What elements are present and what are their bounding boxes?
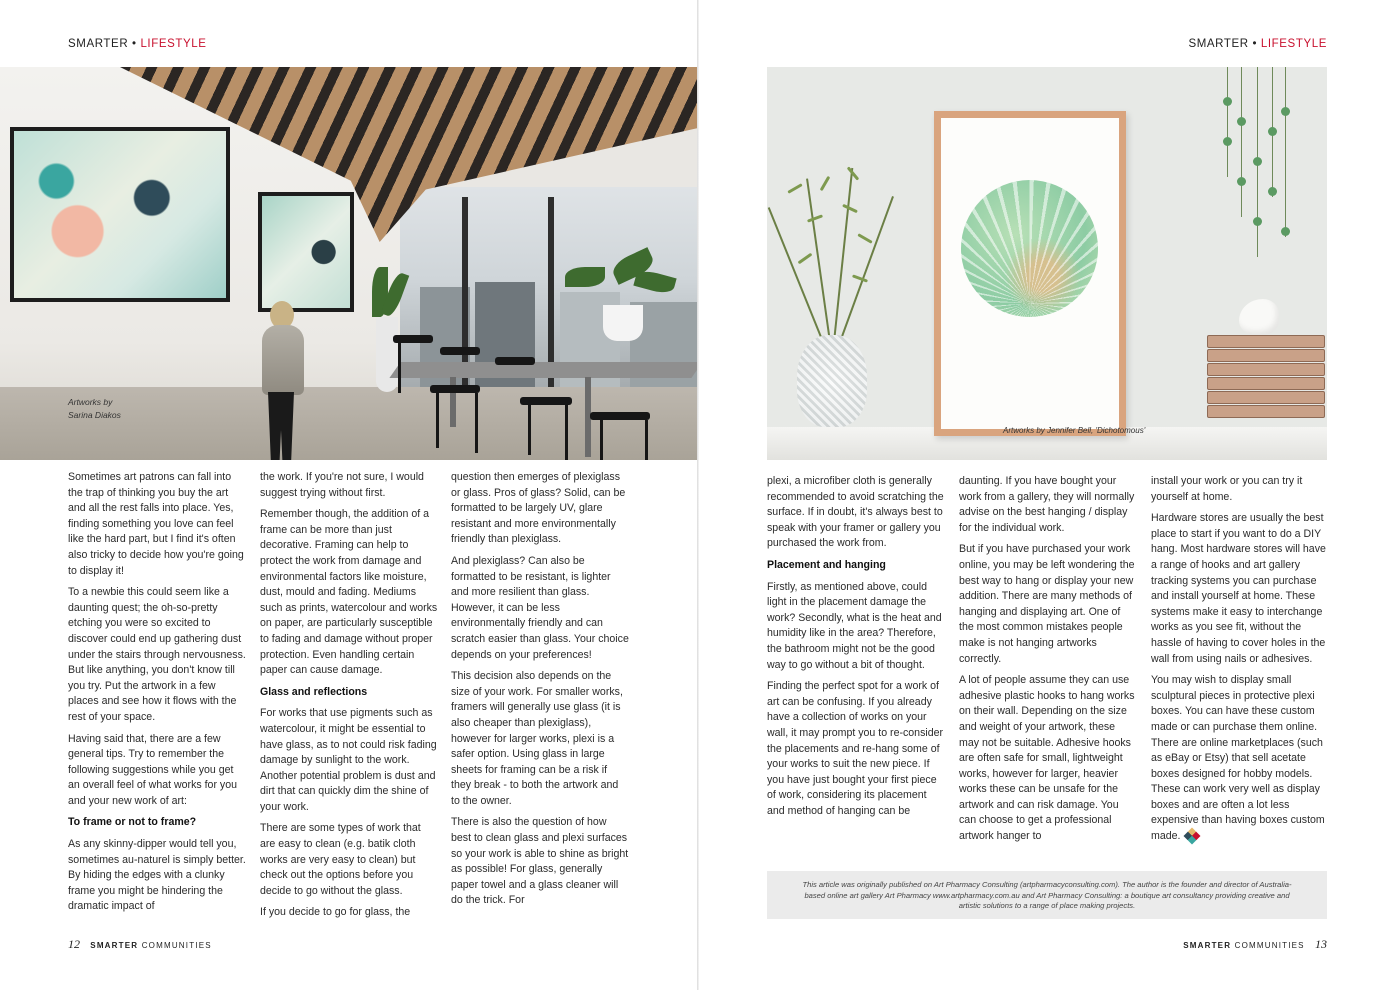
left-page (0, 0, 698, 990)
artwork-painting-2 (258, 192, 354, 312)
glass-vase (797, 335, 867, 427)
author-note: This article was originally published on Art Pharmacy Consulting (artpharmacyconsulting.com). The author is the founder and director of Australia-based online art gallery Art Pharmacy www.artpharmacy.com.au and Art Pharmacy Consulting: a boutique art consultancy providing creative and artistic solutions to a range of place making projects. (767, 871, 1327, 919)
book-stack (1207, 335, 1327, 430)
dining-table (389, 362, 697, 378)
artwork-painting-1 (10, 127, 230, 302)
left-column-3: question then emerges of plexiglass or glass. Pros of glass? Solid, can be formatted to be largely UV, glare resistant and more environmentally friendly than plexiglass. And plexiglass? Can also be formatted to be resistant, is lighter and more resilient than glass. However, it can be less environmentally friendly and can scratch easier than glass. Your choice depends on your preferences! This decision also depends on the size of your work. For smaller works, framers will generally use glass (it is also cheaper than plexiglass), however for larger works, plexi is a safer option. Using glass in large sheets for framing can be a risk if they break - to both the artwork and to the owner. There is also the question of how best to clean glass and plexi surfaces so your work is able to shine as bright as possible! For glass, generally paper towel and a glass cleaner will do the trick. For (451, 471, 629, 907)
office-photo (0, 67, 697, 460)
photo-caption-office: Artworks by Sarina Diakos (68, 397, 121, 420)
right-column-3: install your work or you can try it yourself at home. Hardware stores are usually the best place to start if you want to do a DIY hang. Most hardware stores will have a range of hooks and art gallery tracking systems you can purchase and install yourself at home. These systems make it easy to interchange works as you see fit, without the hassle of having to cover holes in the wall from using nails or adhesives. You may wish to display small sculptural pieces in protective plexi boxes. You can have these custom made or can purchase them online. There are online marketplaces (such as eBay or Etsy) that sell acetate boxes designed for hobby models. These can work very well as display boxes and are often a lot less expensive than having boxes custom made. (1151, 474, 1329, 851)
ceramic-bird (1239, 299, 1279, 335)
right-column-2: daunting. If you have bought your work from a gallery, they will normally advise on the best hanging / display for the individual work. But if you have purchased your work online, you may be left wondering the best way to hang or display your new addition. There are many methods of hanging and displaying art. One of the most common mistakes people make is not hanging artworks correctly. A lot of people assume they can use adhesive plastic hooks to hang works on their wall. Depending on the size and weight of your artwork, these may not be suitable. Adhesive hooks are often safe for small, lightweight works, however for larger, heavier works these can be unsafe for the artwork and can risk damage. You can choose to get a professional artwork hanger to (959, 475, 1135, 843)
framed-artwork (934, 111, 1126, 436)
footer-left: 12 SMARTER COMMUNITIES (68, 937, 212, 951)
right-column-1: plexi, a microfiber cloth is generally recommended to avoid scratching the surface. If in doubt, it's always best to speak with your framer or gallery you purchased the work from. Placement and hanging Firstly, as mentioned above, could light in the placement damage the work? Secondly, what is the heat and humidity like in the area? Therefore, the bathroom might not be the good way to go without a bit of thought. Finding the perfect spot for a work of art can be confusing. If you already have a collection of works on your wall, it may prompt you to re-consider the placements and re-hang some of your works to suit the new piece. If you have just bought your first piece of work, considering its placement and method of hanging can be (767, 475, 944, 817)
heading-placement: Placement and hanging (767, 558, 886, 571)
section-header-left: SMARTER • LIFESTYLE (68, 38, 207, 50)
right-page (699, 0, 1397, 990)
left-column-1: Sometimes art patrons can fall into the trap of thinking you buy the art and all the rest falls into place. Yes, finding something you love can feel like the hard part, but I find it's often also tricky to decide how you're going to display it! To a newbie this could seem like a daunting quest; the oh-so-pretty etching you were so excited to discover could end up gathering dust under the stairs through nervousness. But like anything, you don't know till you try. Put the artwork in a few places and see how it flows with the rest of your space. Having said that, there are a few general tips. Try to remember the following suggestions while you get an overall feel of what works for you and your new work of art: To frame or not to frame? As any skinny-dipper would tell you, sometimes au-naturel is simply better. By hiding the edges with a clunky frame you might be hindering the dramatic impact of (68, 471, 246, 913)
section-header-right: SMARTER • LIFESTYLE (1188, 38, 1327, 50)
footer-right: SMARTER COMMUNITIES 13 (1183, 937, 1327, 951)
page-number: 13 (1315, 937, 1327, 951)
heading-glass: Glass and reflections (260, 685, 368, 698)
green-circle-artwork (961, 180, 1098, 317)
page-number: 12 (68, 937, 80, 951)
heading-frame: To frame or not to frame? (68, 816, 197, 829)
left-column-2: the work. If you're not sure, I would suggest trying without first. Remember though, the addition of a frame can be more than just decorative. Framing can help to protect the work from damage and environmental factors like moisture, dust, mould and fading. Mediums such as prints, watercolour and works on paper, are particularly susceptible to fading and damage without proper protection. Even handling certain paper can cause damage. Glass and reflections For works that use pigments such as watercolour, it might be essential to have glass, as to not could risk fading damage by sunlight to the work. Another potential problem is dust and dirt that can quickly dim the shine of your work. There are some types of work that are easy to clean (e.g. batik cloth works are very easy to clean) but check out the options before you decide to go without the glass. If you decide to go for glass, the (260, 471, 438, 919)
photo-caption-artwork: Artworks by Jennifer Bell, 'Dichotomous' (1003, 426, 1146, 435)
artwork-photo (767, 67, 1327, 460)
plant-pot (603, 305, 643, 341)
diamond-logo-icon (1184, 828, 1201, 845)
